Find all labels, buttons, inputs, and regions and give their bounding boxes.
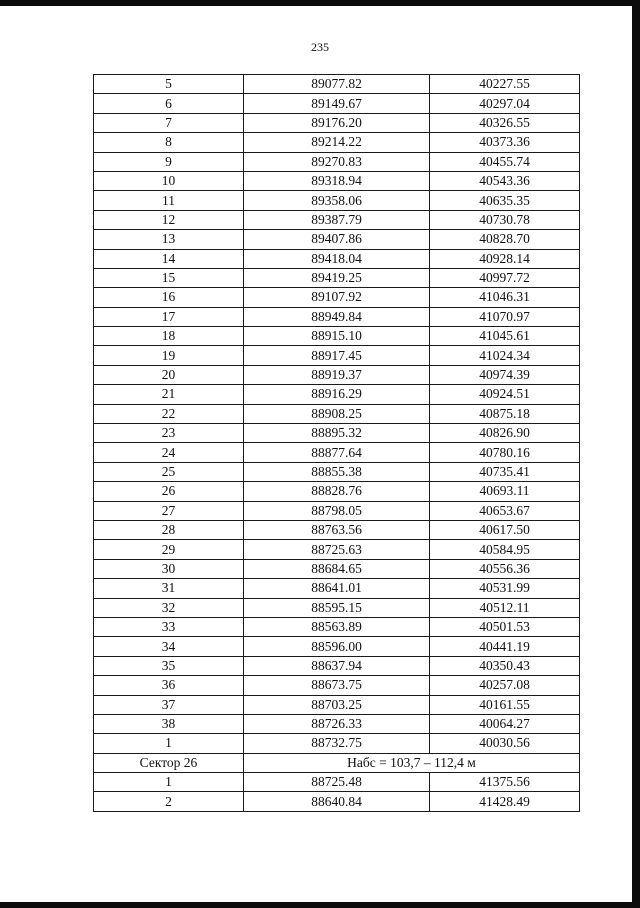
scan-border-top [0,0,640,6]
table-row [94,462,580,481]
point-number-cell: 16 [94,288,244,307]
y-coordinate-cell: 40227.55 [430,75,580,94]
x-coordinate-cell: 88949.84 [244,307,430,326]
x-coordinate-cell: 88725.63 [244,540,430,559]
x-coordinate-cell: 88673.75 [244,676,430,695]
y-coordinate-cell: 40455.74 [430,152,580,171]
x-coordinate-cell: 88908.25 [244,404,430,423]
x-coordinate-cell: 88640.84 [244,792,430,811]
table-row [94,792,580,811]
table-row [94,191,580,210]
y-coordinate-cell: 40556.36 [430,559,580,578]
x-coordinate-cell: 89270.83 [244,152,430,171]
x-coordinate-cell: 88877.64 [244,443,430,462]
table-row [94,133,580,152]
y-coordinate-cell: 40512.11 [430,598,580,617]
y-coordinate-cell: 40780.16 [430,443,580,462]
table-row [94,288,580,307]
y-coordinate-cell: 40501.53 [430,617,580,636]
point-number-cell: 36 [94,676,244,695]
point-number-cell: 18 [94,327,244,346]
point-number-cell: 2 [94,792,244,811]
table-row [94,559,580,578]
scan-border-right [632,0,640,908]
point-number-cell: 35 [94,656,244,675]
coordinates-table [93,74,580,812]
table-row [94,327,580,346]
x-coordinate-cell: 88732.75 [244,734,430,753]
x-coordinate-cell: 89419.25 [244,268,430,287]
y-coordinate-cell: 41045.61 [430,327,580,346]
table-row [94,404,580,423]
point-number-cell: 27 [94,501,244,520]
point-number-cell: 7 [94,113,244,132]
point-number-cell: 13 [94,230,244,249]
x-coordinate-cell: 89358.06 [244,191,430,210]
y-coordinate-cell: 40997.72 [430,268,580,287]
table-row [94,695,580,714]
table-row [94,307,580,326]
point-number-cell: 9 [94,152,244,171]
table-row [94,75,580,94]
point-number-cell: 6 [94,94,244,113]
x-coordinate-cell: 89318.94 [244,171,430,190]
y-coordinate-cell: 40730.78 [430,210,580,229]
table-row [94,171,580,190]
y-coordinate-cell: 40974.39 [430,365,580,384]
table-row [94,637,580,656]
x-coordinate-cell: 88563.89 [244,617,430,636]
section-height-range: Набс = 103,7 – 112,4 м [244,753,580,772]
point-number-cell: 12 [94,210,244,229]
x-coordinate-cell: 88763.56 [244,520,430,539]
table-row [94,346,580,365]
table-row [94,501,580,520]
x-coordinate-cell: 88895.32 [244,424,430,443]
y-coordinate-cell: 40635.35 [430,191,580,210]
y-coordinate-cell: 40326.55 [430,113,580,132]
table-row [94,482,580,501]
point-number-cell: 25 [94,462,244,481]
x-coordinate-cell: 88919.37 [244,365,430,384]
point-number-cell: 14 [94,249,244,268]
page-number: 235 [311,40,329,54]
point-number-cell: 5 [94,75,244,94]
point-number-cell: 38 [94,714,244,733]
x-coordinate-cell: 89418.04 [244,249,430,268]
table-row [94,385,580,404]
point-number-cell: 26 [94,482,244,501]
point-number-cell: 37 [94,695,244,714]
y-coordinate-cell: 40543.36 [430,171,580,190]
table-row [94,249,580,268]
table-row [94,656,580,675]
point-number-cell: 21 [94,385,244,404]
y-coordinate-cell: 40826.90 [430,424,580,443]
table-row [94,773,580,792]
y-coordinate-cell: 40828.70 [430,230,580,249]
point-number-cell: 19 [94,346,244,365]
y-coordinate-cell: 41428.49 [430,792,580,811]
point-number-cell: 32 [94,598,244,617]
point-number-cell: 29 [94,540,244,559]
x-coordinate-cell: 88915.10 [244,327,430,346]
y-coordinate-cell: 40064.27 [430,714,580,733]
point-number-cell: 24 [94,443,244,462]
table-row [94,230,580,249]
point-number-cell: 33 [94,617,244,636]
point-number-cell: 23 [94,424,244,443]
table-row [94,676,580,695]
y-coordinate-cell: 40693.11 [430,482,580,501]
y-coordinate-cell: 40653.67 [430,501,580,520]
x-coordinate-cell: 88595.15 [244,598,430,617]
y-coordinate-cell: 40373.36 [430,133,580,152]
point-number-cell: 31 [94,579,244,598]
y-coordinate-cell: 40257.08 [430,676,580,695]
y-coordinate-cell: 40735.41 [430,462,580,481]
table-row [94,268,580,287]
x-coordinate-cell: 88726.33 [244,714,430,733]
x-coordinate-cell: 88917.45 [244,346,430,365]
coordinates-table-body [94,75,580,812]
table-row [94,714,580,733]
y-coordinate-cell: 40531.99 [430,579,580,598]
point-number-cell: 30 [94,559,244,578]
y-coordinate-cell: 41046.31 [430,288,580,307]
table-row [94,113,580,132]
x-coordinate-cell: 88725.48 [244,773,430,792]
y-coordinate-cell: 41070.97 [430,307,580,326]
x-coordinate-cell: 88798.05 [244,501,430,520]
x-coordinate-cell: 89407.86 [244,230,430,249]
x-coordinate-cell: 88828.76 [244,482,430,501]
y-coordinate-cell: 40161.55 [430,695,580,714]
point-number-cell: 28 [94,520,244,539]
x-coordinate-cell: 89214.22 [244,133,430,152]
y-coordinate-cell: 40441.19 [430,637,580,656]
section-label: Сектор 26 [94,753,244,772]
point-number-cell: 20 [94,365,244,384]
x-coordinate-cell: 88596.00 [244,637,430,656]
table-row [94,540,580,559]
y-coordinate-cell: 41375.56 [430,773,580,792]
section-header-row [94,753,580,772]
scan-border-bottom [0,902,640,908]
y-coordinate-cell: 40928.14 [430,249,580,268]
table-row [94,443,580,462]
point-number-cell: 15 [94,268,244,287]
point-number-cell: 1 [94,734,244,753]
table-row [94,734,580,753]
x-coordinate-cell: 89107.92 [244,288,430,307]
table-row [94,210,580,229]
y-coordinate-cell: 40875.18 [430,404,580,423]
x-coordinate-cell: 89149.67 [244,94,430,113]
table-row [94,579,580,598]
point-number-cell: 8 [94,133,244,152]
x-coordinate-cell: 88703.25 [244,695,430,714]
x-coordinate-cell: 89077.82 [244,75,430,94]
y-coordinate-cell: 40617.50 [430,520,580,539]
point-number-cell: 34 [94,637,244,656]
point-number-cell: 17 [94,307,244,326]
x-coordinate-cell: 89176.20 [244,113,430,132]
x-coordinate-cell: 88916.29 [244,385,430,404]
x-coordinate-cell: 88855.38 [244,462,430,481]
y-coordinate-cell: 40584.95 [430,540,580,559]
y-coordinate-cell: 40297.04 [430,94,580,113]
table-row [94,365,580,384]
table-row [94,617,580,636]
x-coordinate-cell: 88637.94 [244,656,430,675]
point-number-cell: 11 [94,191,244,210]
y-coordinate-cell: 40030.56 [430,734,580,753]
point-number-cell: 10 [94,171,244,190]
y-coordinate-cell: 41024.34 [430,346,580,365]
point-number-cell: 1 [94,773,244,792]
table-row [94,94,580,113]
x-coordinate-cell: 88684.65 [244,559,430,578]
point-number-cell: 22 [94,404,244,423]
y-coordinate-cell: 40924.51 [430,385,580,404]
table-row [94,424,580,443]
table-row [94,520,580,539]
table-row [94,598,580,617]
x-coordinate-cell: 88641.01 [244,579,430,598]
y-coordinate-cell: 40350.43 [430,656,580,675]
table-row [94,152,580,171]
x-coordinate-cell: 89387.79 [244,210,430,229]
